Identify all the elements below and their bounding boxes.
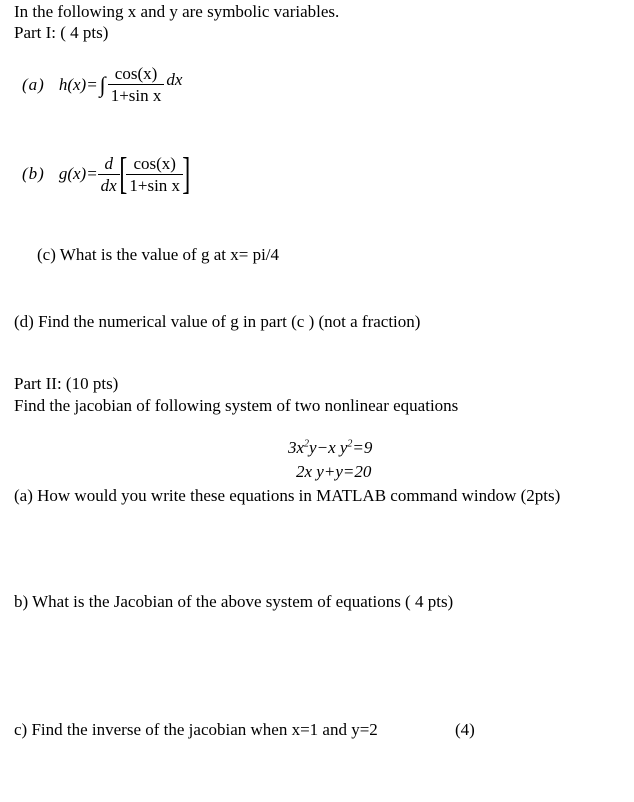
question-2b: b) What is the Jacobian of the above system of equations ( 4 pts): [14, 592, 454, 611]
question-2c-points: (4): [455, 720, 475, 739]
part2-instruction: Find the jacobian of following system of two nonlinear equations: [14, 396, 459, 415]
derivative-dx: dx: [100, 175, 117, 195]
fraction-1a: [108, 64, 165, 105]
dx-1a: dx: [166, 69, 183, 89]
derivative-operator: [98, 154, 120, 195]
label-1a: (a): [22, 74, 45, 94]
lhs-1a: h(x)=: [58, 74, 98, 94]
part2-heading: Part II: (10 pts): [14, 374, 119, 393]
derivative-d: d: [98, 154, 120, 175]
eq1-term-a: 3x: [288, 438, 305, 457]
question-1c: (c) What is the value of g at x= pi/4: [37, 245, 280, 264]
left-bracket: [: [119, 149, 128, 198]
integral-sign: ∫: [99, 71, 106, 97]
lhs-1b: g(x)=: [58, 164, 98, 183]
label-1b: (b): [22, 164, 45, 183]
numerator-1a: cos(x): [108, 64, 165, 85]
equation-2: 2x y+y=20: [296, 462, 372, 481]
equation-1: [288, 438, 372, 458]
intro-text: In the following x and y are symbolic variables.: [14, 2, 340, 21]
eq1-power-1: 2: [304, 438, 310, 450]
denominator-1b: 1+sin x: [129, 175, 181, 195]
question-2c: c) Find the inverse of the jacobian when x=1 and y=2: [14, 720, 378, 739]
part1-heading: Part I: ( 4 pts): [14, 23, 109, 42]
eq1-term-b: y−x y: [309, 438, 348, 457]
eq1-term-c: =9: [352, 438, 373, 457]
denominator-1a: 1+sin x: [110, 86, 162, 105]
question-1a: [22, 64, 182, 105]
question-1d: (d) Find the numerical value of g in part (c ) (not a fraction): [14, 312, 421, 331]
eq1-power-2: 2: [347, 438, 353, 450]
numerator-1b: cos(x): [126, 154, 183, 175]
fraction-1b: [126, 154, 183, 195]
question-2a: (a) How would you write these equations in MATLAB command window (2pts): [14, 486, 561, 505]
right-bracket: ]: [182, 149, 191, 198]
question-1b: [22, 149, 191, 198]
